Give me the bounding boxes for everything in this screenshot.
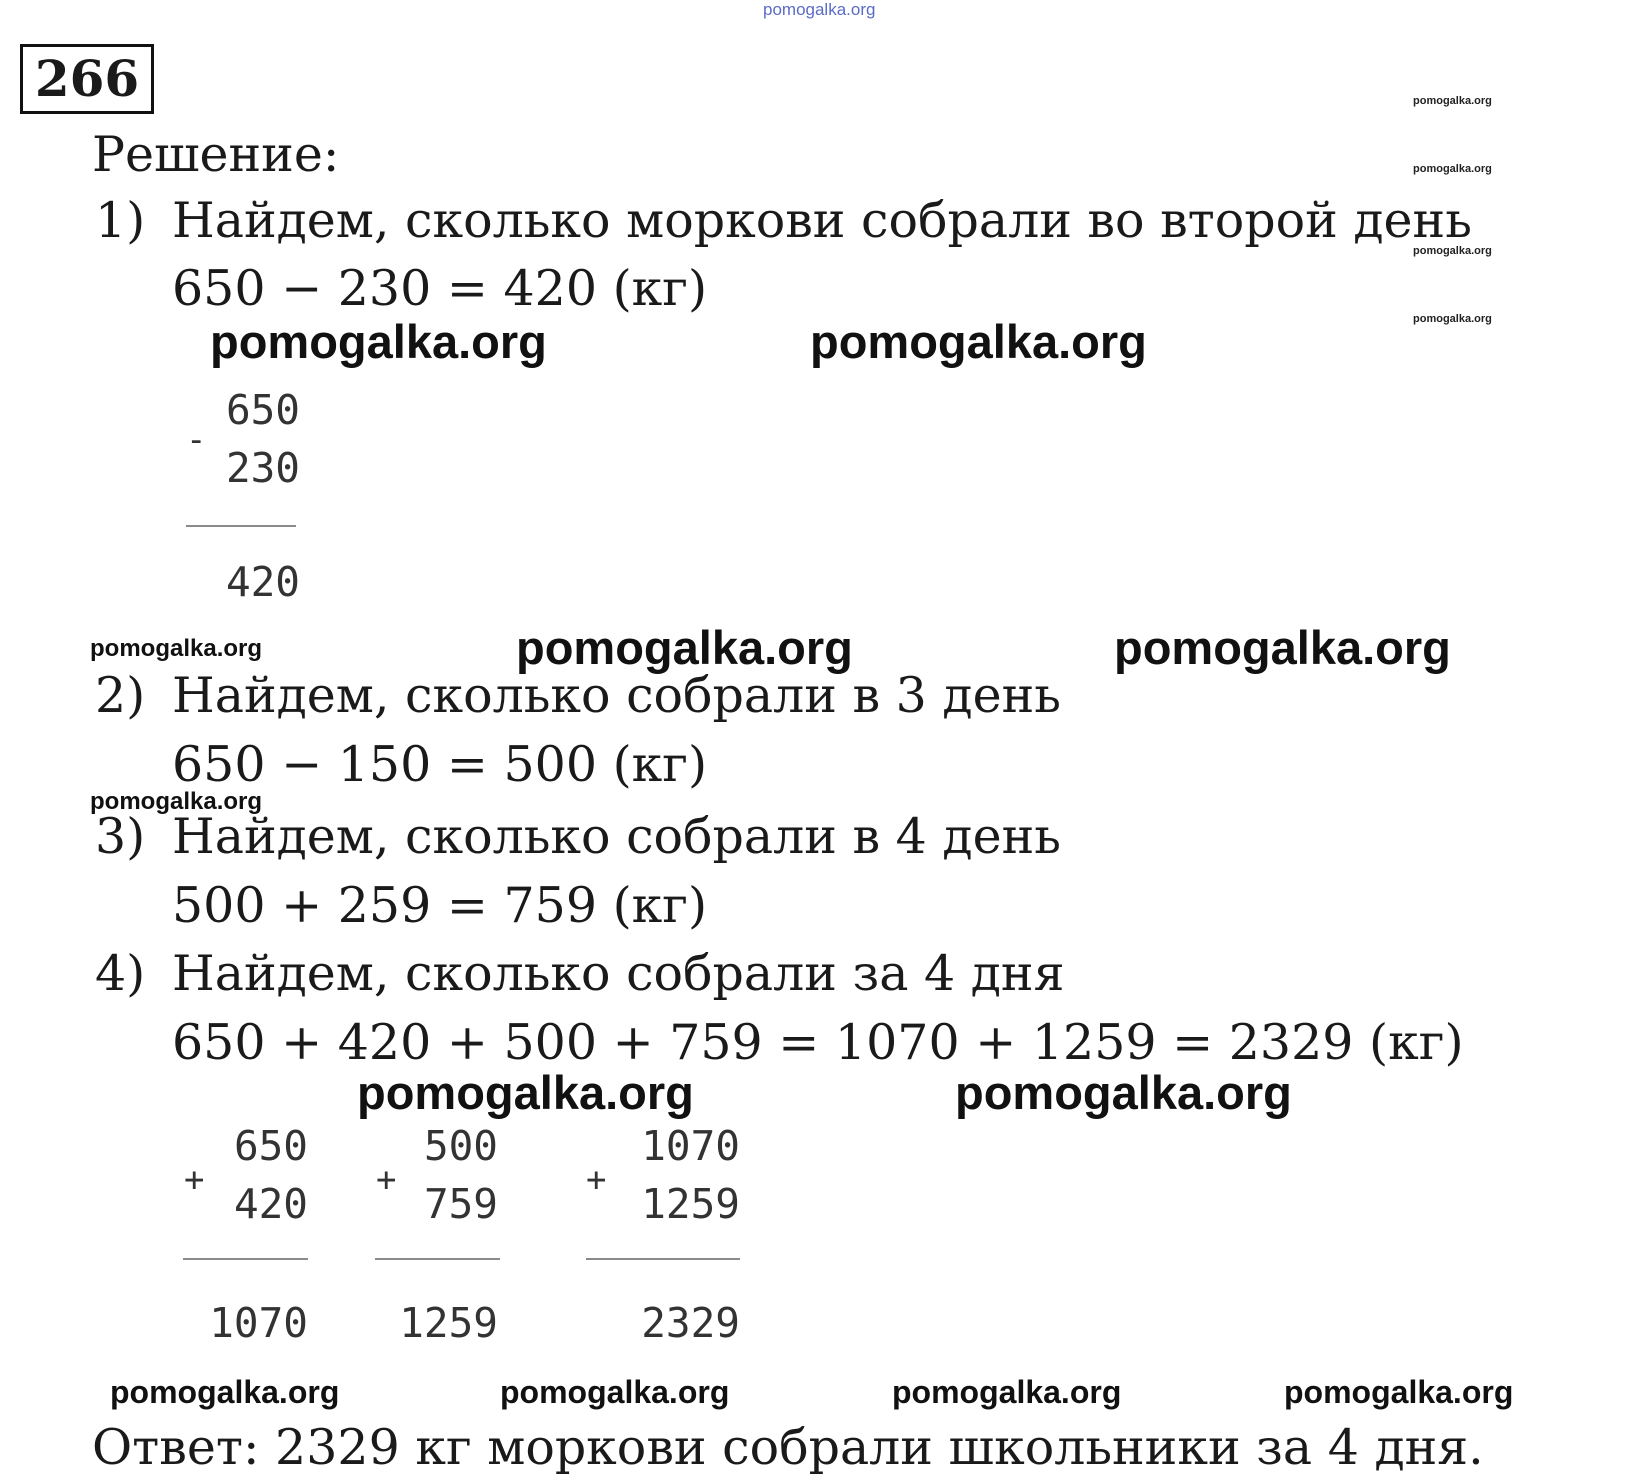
step-text: Найдем, сколько моркови собрали во второй день	[172, 192, 1472, 249]
column-operator: +	[184, 1160, 205, 1200]
column-operand-b: 230	[225, 444, 300, 492]
watermark-med: pomogalka.org	[892, 1374, 1122, 1410]
step-equation: 650 + 420 + 500 + 759 = 1070 + 1259 = 2329 (кг)	[172, 1014, 1464, 1071]
watermark-mid: pomogalka.org	[90, 788, 263, 815]
watermark-small: pomogalka.org	[1413, 95, 1492, 107]
column-result: 1070	[209, 1299, 308, 1347]
column-result: 1259	[399, 1299, 498, 1347]
watermark-big: pomogalka.org	[810, 315, 1147, 368]
watermark-big: pomogalka.org	[1114, 621, 1451, 674]
column-result: 420	[225, 558, 300, 606]
watermark-small: pomogalka.org	[1413, 245, 1492, 257]
step-text: Найдем, сколько собрали в 4 день	[172, 808, 1061, 865]
watermark-big: pomogalka.org	[516, 621, 853, 674]
step-number: 4)	[95, 945, 146, 1002]
solution-heading: Решение:	[92, 126, 340, 183]
column-rule	[186, 525, 296, 527]
watermark-med: pomogalka.org	[1284, 1374, 1514, 1410]
step-equation: 650 − 150 = 500 (кг)	[172, 736, 708, 793]
column-operand-a: 500	[423, 1122, 498, 1170]
column-operand-b: 420	[233, 1180, 308, 1228]
watermark-med: pomogalka.org	[500, 1374, 730, 1410]
column-operator: +	[586, 1160, 607, 1200]
watermark-mid: pomogalka.org	[90, 635, 263, 662]
step-number: 3)	[95, 808, 146, 865]
problem-number: 266	[20, 44, 154, 114]
column-operand-b: 759	[423, 1180, 498, 1228]
watermark-med: pomogalka.org	[110, 1374, 340, 1410]
column-operator: -	[186, 420, 207, 460]
answer-text: Ответ: 2329 кг моркови собрали школьники за 4 дня.	[92, 1419, 1484, 1476]
step-text: Найдем, сколько собрали в 3 день	[172, 667, 1061, 724]
column-operator: +	[376, 1160, 397, 1200]
step-number: 1)	[95, 192, 146, 249]
column-result: 2329	[641, 1299, 740, 1347]
column-operand-a: 1070	[641, 1122, 740, 1170]
step-equation: 500 + 259 = 759 (кг)	[172, 877, 708, 934]
step-text: Найдем, сколько собрали за 4 дня	[172, 945, 1065, 1002]
watermark-top: pomogalka.org	[763, 0, 876, 19]
watermark-big: pomogalka.org	[955, 1066, 1292, 1119]
column-rule	[586, 1258, 740, 1260]
column-operand-a: 650	[233, 1122, 308, 1170]
watermark-small: pomogalka.org	[1413, 163, 1492, 175]
watermark-big: pomogalka.org	[210, 315, 547, 368]
step-number: 2)	[95, 667, 146, 724]
column-operand-a: 650	[225, 386, 300, 434]
column-operand-b: 1259	[641, 1180, 740, 1228]
step-equation: 650 − 230 = 420 (кг)	[172, 260, 708, 317]
watermark-small: pomogalka.org	[1413, 313, 1492, 325]
column-rule	[375, 1258, 500, 1260]
watermark-big: pomogalka.org	[357, 1066, 694, 1119]
column-rule	[183, 1258, 308, 1260]
